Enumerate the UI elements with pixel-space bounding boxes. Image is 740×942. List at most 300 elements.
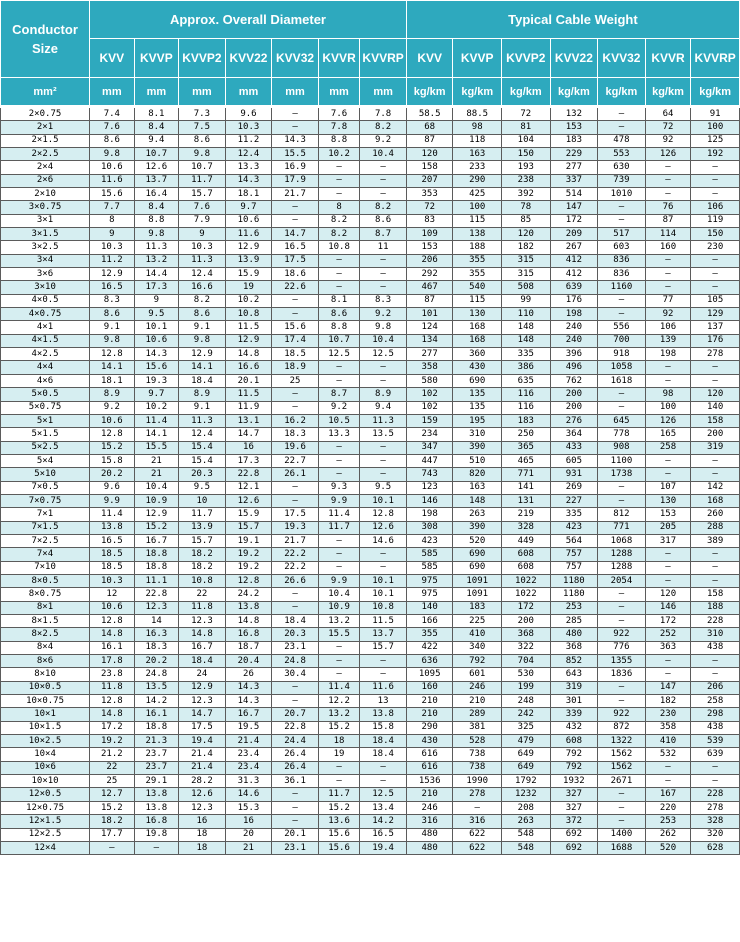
cell-diameter: 10.8 bbox=[179, 574, 226, 587]
cell-diameter: 9 bbox=[179, 228, 226, 241]
cell-diameter: – bbox=[318, 454, 360, 467]
cell-weight: 532 bbox=[645, 748, 691, 761]
table-row bbox=[1, 735, 740, 748]
cell-weight: 363 bbox=[645, 641, 691, 654]
unit-weight: kg/km bbox=[406, 78, 453, 107]
cell-diameter: 8.8 bbox=[134, 214, 179, 227]
cell-weight: – bbox=[645, 161, 691, 174]
cell-weight: 76 bbox=[645, 201, 691, 214]
cell-diameter: 23.1 bbox=[272, 641, 319, 654]
cell-diameter: 18.2 bbox=[179, 548, 226, 561]
cell-diameter: 10.6 bbox=[90, 161, 135, 174]
header-weight-kvv: KVV bbox=[406, 39, 453, 78]
cell-diameter: 30.4 bbox=[272, 668, 319, 681]
cell-weight: 277 bbox=[550, 161, 598, 174]
cell-diameter: – bbox=[272, 388, 319, 401]
cell-diameter: 12.4 bbox=[179, 428, 226, 441]
cell-conductor-size: 4×0.5 bbox=[1, 294, 90, 307]
cell-weight: 1058 bbox=[598, 361, 646, 374]
cell-diameter: 26.1 bbox=[272, 468, 319, 481]
cell-diameter: 16.5 bbox=[90, 534, 135, 547]
unit-weight: kg/km bbox=[598, 78, 646, 107]
cell-diameter: – bbox=[360, 775, 407, 788]
cell-diameter: 22.7 bbox=[272, 454, 319, 467]
cell-weight: 98 bbox=[645, 388, 691, 401]
cell-weight: 176 bbox=[691, 334, 740, 347]
cell-weight: 107 bbox=[645, 481, 691, 494]
cell-diameter: 10.6 bbox=[90, 414, 135, 427]
cell-weight: 465 bbox=[502, 454, 551, 467]
cell-diameter: 19 bbox=[318, 748, 360, 761]
cell-diameter: 18.1 bbox=[90, 374, 135, 387]
cell-weight: 91 bbox=[691, 107, 740, 121]
cell-weight: 605 bbox=[550, 454, 598, 467]
cell-diameter: 21.4 bbox=[179, 748, 226, 761]
cell-diameter: 10.4 bbox=[360, 334, 407, 347]
cell-weight: 316 bbox=[406, 815, 453, 828]
cell-weight: 158 bbox=[406, 161, 453, 174]
cell-weight: – bbox=[645, 174, 691, 187]
cell-weight: 480 bbox=[550, 628, 598, 641]
cell-diameter: – bbox=[272, 481, 319, 494]
cell-diameter: 17.3 bbox=[225, 454, 272, 467]
cell-diameter: – bbox=[360, 374, 407, 387]
cell-weight: 645 bbox=[598, 414, 646, 427]
cell-diameter: 15.8 bbox=[360, 721, 407, 734]
cell-diameter: 12.8 bbox=[90, 695, 135, 708]
header-row-groups bbox=[1, 1, 740, 39]
cell-weight: – bbox=[598, 494, 646, 507]
cell-diameter: 8 bbox=[318, 201, 360, 214]
cell-diameter: 10.2 bbox=[318, 147, 360, 160]
cell-diameter: 14.1 bbox=[90, 361, 135, 374]
cell-diameter: 12.8 bbox=[90, 348, 135, 361]
unit-diameter: mm bbox=[225, 78, 272, 107]
cell-weight: 635 bbox=[502, 374, 551, 387]
cell-diameter: 22.2 bbox=[272, 548, 319, 561]
cell-diameter: 8.2 bbox=[360, 121, 407, 134]
cell-conductor-size: 4×2.5 bbox=[1, 348, 90, 361]
cell-weight: 692 bbox=[550, 828, 598, 841]
cell-weight: 116 bbox=[502, 388, 551, 401]
cell-weight: 430 bbox=[453, 361, 502, 374]
cell-weight: 778 bbox=[598, 428, 646, 441]
cell-diameter: 7.5 bbox=[179, 121, 226, 134]
cell-diameter: 11.4 bbox=[134, 414, 179, 427]
unit-diameter: mm bbox=[179, 78, 226, 107]
header-diameter-kvv32: KVV32 bbox=[272, 39, 319, 78]
cell-conductor-size: 12×0.5 bbox=[1, 788, 90, 801]
cell-weight: – bbox=[598, 681, 646, 694]
cell-diameter: 9.5 bbox=[134, 308, 179, 321]
table-row bbox=[1, 841, 740, 854]
cell-diameter: 9.8 bbox=[90, 334, 135, 347]
cell-weight: – bbox=[691, 668, 740, 681]
cell-weight: 290 bbox=[406, 721, 453, 734]
cell-diameter: 15.2 bbox=[318, 801, 360, 814]
cell-weight: 556 bbox=[598, 321, 646, 334]
cell-weight: 120 bbox=[406, 147, 453, 160]
cell-diameter: 14.3 bbox=[225, 695, 272, 708]
cell-diameter: 7.7 bbox=[90, 201, 135, 214]
cell-weight: 776 bbox=[598, 641, 646, 654]
cell-diameter: 23.4 bbox=[225, 761, 272, 774]
cell-weight: 263 bbox=[502, 815, 551, 828]
cell-diameter: 9.2 bbox=[360, 134, 407, 147]
cell-weight: 449 bbox=[502, 534, 551, 547]
cell-diameter: 16.7 bbox=[225, 708, 272, 721]
cell-weight: 150 bbox=[502, 147, 551, 160]
cell-weight: 68 bbox=[406, 121, 453, 134]
cell-diameter: 22.6 bbox=[272, 281, 319, 294]
cell-weight: 918 bbox=[598, 348, 646, 361]
cell-weight: – bbox=[598, 107, 646, 121]
cell-weight: 310 bbox=[453, 428, 502, 441]
cell-weight: 1618 bbox=[598, 374, 646, 387]
cell-weight: 1091 bbox=[453, 574, 502, 587]
header-weight-group: Typical Cable Weight bbox=[406, 1, 739, 39]
cell-weight: 480 bbox=[406, 841, 453, 854]
cell-conductor-size: 3×1.5 bbox=[1, 228, 90, 241]
cell-weight: 132 bbox=[550, 107, 598, 121]
cell-weight: 922 bbox=[598, 628, 646, 641]
cell-weight: – bbox=[691, 374, 740, 387]
cell-weight: 102 bbox=[406, 401, 453, 414]
cell-diameter: 16.1 bbox=[134, 708, 179, 721]
cell-diameter: 12.6 bbox=[225, 494, 272, 507]
cell-diameter: – bbox=[360, 281, 407, 294]
cell-diameter: 7.3 bbox=[179, 107, 226, 121]
cell-weight: 771 bbox=[502, 468, 551, 481]
table-row bbox=[1, 321, 740, 334]
table-row bbox=[1, 481, 740, 494]
cell-weight: 608 bbox=[502, 548, 551, 561]
cell-diameter: 10.2 bbox=[225, 294, 272, 307]
cell-weight: 762 bbox=[550, 374, 598, 387]
cell-diameter: 11.4 bbox=[318, 508, 360, 521]
cell-conductor-size: 12×4 bbox=[1, 841, 90, 854]
cell-weight: – bbox=[691, 454, 740, 467]
cell-weight: 922 bbox=[598, 708, 646, 721]
cell-diameter: 15.6 bbox=[318, 841, 360, 854]
cell-diameter: 10.8 bbox=[318, 241, 360, 254]
cell-weight: 146 bbox=[645, 601, 691, 614]
cell-diameter: – bbox=[360, 254, 407, 267]
cell-weight: – bbox=[598, 308, 646, 321]
cell-weight: 743 bbox=[406, 468, 453, 481]
cell-diameter: – bbox=[360, 454, 407, 467]
cell-diameter: 7.6 bbox=[179, 201, 226, 214]
cell-weight: 277 bbox=[406, 348, 453, 361]
cell-weight: 836 bbox=[598, 254, 646, 267]
cell-diameter: 12.9 bbox=[225, 334, 272, 347]
cell-weight: 360 bbox=[453, 348, 502, 361]
cell-weight: 176 bbox=[550, 294, 598, 307]
cell-weight: 220 bbox=[645, 801, 691, 814]
cell-weight: 757 bbox=[550, 561, 598, 574]
cell-diameter: 8.8 bbox=[318, 321, 360, 334]
header-diameter-kvvp2: KVVP2 bbox=[179, 39, 226, 78]
table-row bbox=[1, 601, 740, 614]
cell-diameter: 18.9 bbox=[272, 361, 319, 374]
cell-weight: – bbox=[691, 761, 740, 774]
cell-weight: 365 bbox=[502, 441, 551, 454]
cell-weight: 335 bbox=[502, 348, 551, 361]
cell-weight: 396 bbox=[550, 348, 598, 361]
cell-diameter: – bbox=[360, 188, 407, 201]
cell-weight: 430 bbox=[406, 735, 453, 748]
cell-diameter: 10.9 bbox=[134, 494, 179, 507]
cell-diameter: 9.3 bbox=[318, 481, 360, 494]
cell-diameter: – bbox=[318, 174, 360, 187]
cell-diameter: 11.5 bbox=[225, 388, 272, 401]
cell-diameter: – bbox=[272, 788, 319, 801]
cell-diameter: – bbox=[360, 361, 407, 374]
header-weight-kvvp2: KVVP2 bbox=[502, 39, 551, 78]
cell-diameter: 16.5 bbox=[360, 828, 407, 841]
cell-diameter: 14 bbox=[134, 615, 179, 628]
cell-weight: 230 bbox=[645, 708, 691, 721]
cell-weight: 168 bbox=[691, 494, 740, 507]
cell-weight: 328 bbox=[502, 521, 551, 534]
cell-weight: 1288 bbox=[598, 561, 646, 574]
cell-diameter: 19.6 bbox=[272, 441, 319, 454]
cell-diameter: 8.3 bbox=[90, 294, 135, 307]
cell-conductor-size: 2×1.5 bbox=[1, 134, 90, 147]
table-row bbox=[1, 188, 740, 201]
cell-weight: 585 bbox=[406, 548, 453, 561]
cell-diameter: 20.1 bbox=[272, 828, 319, 841]
cell-conductor-size: 5×0.75 bbox=[1, 401, 90, 414]
cell-weight: – bbox=[691, 161, 740, 174]
cell-diameter: 8.9 bbox=[179, 388, 226, 401]
table-row bbox=[1, 748, 740, 761]
cell-conductor-size: 10×1.5 bbox=[1, 721, 90, 734]
cell-diameter: 8.2 bbox=[179, 294, 226, 307]
cell-weight: 479 bbox=[502, 735, 551, 748]
cell-weight: – bbox=[645, 655, 691, 668]
table-row bbox=[1, 441, 740, 454]
cell-conductor-size: 10×0.5 bbox=[1, 681, 90, 694]
cell-diameter: 21 bbox=[225, 841, 272, 854]
cell-diameter: 10.8 bbox=[225, 308, 272, 321]
cell-diameter: 26.4 bbox=[272, 761, 319, 774]
cell-diameter: 12.3 bbox=[179, 801, 226, 814]
cell-diameter: 12.9 bbox=[225, 241, 272, 254]
cell-weight: 692 bbox=[550, 841, 598, 854]
cell-weight: 238 bbox=[502, 174, 551, 187]
cell-diameter: 19.3 bbox=[134, 374, 179, 387]
cell-weight: – bbox=[598, 601, 646, 614]
cell-weight: – bbox=[598, 401, 646, 414]
cell-diameter: 15.7 bbox=[360, 641, 407, 654]
cell-diameter: 14.3 bbox=[225, 174, 272, 187]
table-row bbox=[1, 201, 740, 214]
cell-conductor-size: 7×2.5 bbox=[1, 534, 90, 547]
cell-weight: 206 bbox=[691, 681, 740, 694]
cell-weight: 159 bbox=[406, 414, 453, 427]
cell-diameter: 11.7 bbox=[318, 788, 360, 801]
cell-conductor-size: 2×2.5 bbox=[1, 147, 90, 160]
cell-diameter: – bbox=[318, 761, 360, 774]
cell-weight: 130 bbox=[645, 494, 691, 507]
cell-diameter: 15.4 bbox=[179, 454, 226, 467]
cell-diameter: – bbox=[318, 668, 360, 681]
cell-weight: – bbox=[691, 561, 740, 574]
cell-diameter: 11.6 bbox=[360, 681, 407, 694]
cell-weight: 228 bbox=[691, 788, 740, 801]
cell-diameter: 9.9 bbox=[318, 574, 360, 587]
cell-weight: 390 bbox=[453, 441, 502, 454]
cell-diameter: – bbox=[318, 561, 360, 574]
cell-diameter: 12.7 bbox=[90, 788, 135, 801]
cell-diameter: 9.6 bbox=[90, 481, 135, 494]
table-row bbox=[1, 228, 740, 241]
cell-weight: 126 bbox=[645, 414, 691, 427]
cell-weight: 335 bbox=[550, 508, 598, 521]
cell-diameter: – bbox=[272, 214, 319, 227]
cell-weight: 78 bbox=[502, 201, 551, 214]
cell-diameter: – bbox=[360, 561, 407, 574]
cell-diameter: 19.4 bbox=[179, 735, 226, 748]
cell-diameter: – bbox=[272, 401, 319, 414]
cell-diameter: 8.6 bbox=[179, 308, 226, 321]
cell-weight: 317 bbox=[645, 534, 691, 547]
cell-diameter: 26.4 bbox=[272, 748, 319, 761]
cell-weight: 410 bbox=[453, 628, 502, 641]
cell-conductor-size: 4×4 bbox=[1, 361, 90, 374]
cell-weight: 771 bbox=[598, 521, 646, 534]
cell-diameter: 13.3 bbox=[318, 428, 360, 441]
cell-diameter: 10.7 bbox=[134, 147, 179, 160]
cell-diameter: 17.3 bbox=[134, 281, 179, 294]
cell-weight: 72 bbox=[406, 201, 453, 214]
cell-diameter: 12.2 bbox=[318, 695, 360, 708]
header-weight-kvvr: KVVR bbox=[645, 39, 691, 78]
cell-diameter: 12.8 bbox=[225, 574, 272, 587]
cell-weight: 288 bbox=[691, 521, 740, 534]
cell-weight: 1160 bbox=[598, 281, 646, 294]
cell-diameter: – bbox=[318, 441, 360, 454]
cell-weight: 278 bbox=[691, 801, 740, 814]
cell-weight: 319 bbox=[691, 441, 740, 454]
cell-weight: 142 bbox=[691, 481, 740, 494]
cell-weight: – bbox=[691, 268, 740, 281]
cell-weight: 87 bbox=[406, 134, 453, 147]
cell-diameter: 11.6 bbox=[90, 174, 135, 187]
cell-weight: 198 bbox=[645, 348, 691, 361]
cell-diameter: 15.5 bbox=[134, 441, 179, 454]
cell-weight: 81 bbox=[502, 121, 551, 134]
cell-weight: 412 bbox=[550, 254, 598, 267]
cell-conductor-size: 3×2.5 bbox=[1, 241, 90, 254]
cell-conductor-size: 7×4 bbox=[1, 548, 90, 561]
cell-conductor-size: 10×4 bbox=[1, 748, 90, 761]
cell-weight: – bbox=[691, 574, 740, 587]
cell-weight: 1562 bbox=[598, 748, 646, 761]
cell-diameter: 16 bbox=[225, 815, 272, 828]
cell-weight: 580 bbox=[406, 374, 453, 387]
cell-weight: 199 bbox=[502, 681, 551, 694]
cell-weight: 233 bbox=[453, 161, 502, 174]
cell-diameter: 11.4 bbox=[318, 681, 360, 694]
cell-diameter: – bbox=[272, 815, 319, 828]
cell-weight: 757 bbox=[550, 548, 598, 561]
table-row bbox=[1, 561, 740, 574]
cell-weight: 200 bbox=[550, 401, 598, 414]
table-row bbox=[1, 588, 740, 601]
cell-weight: 508 bbox=[502, 281, 551, 294]
cell-diameter: 8.3 bbox=[360, 294, 407, 307]
cell-diameter: 17.5 bbox=[179, 721, 226, 734]
cell-diameter: 10.5 bbox=[318, 414, 360, 427]
cell-diameter: 8.6 bbox=[318, 308, 360, 321]
cell-weight: – bbox=[598, 121, 646, 134]
table-row bbox=[1, 401, 740, 414]
cell-weight: 58.5 bbox=[406, 107, 453, 121]
unit-diameter: mm bbox=[134, 78, 179, 107]
cell-weight: 368 bbox=[550, 641, 598, 654]
cell-weight: 358 bbox=[645, 721, 691, 734]
cell-weight: 1288 bbox=[598, 548, 646, 561]
cell-weight: 193 bbox=[502, 161, 551, 174]
cell-diameter: 14.8 bbox=[90, 628, 135, 641]
cell-weight: 820 bbox=[453, 468, 502, 481]
cell-diameter: 12.8 bbox=[360, 508, 407, 521]
cell-conductor-size: 3×0.75 bbox=[1, 201, 90, 214]
table-row bbox=[1, 508, 740, 521]
cell-weight: 105 bbox=[691, 294, 740, 307]
cell-conductor-size: 8×2.5 bbox=[1, 628, 90, 641]
cell-diameter: 9.8 bbox=[134, 228, 179, 241]
cell-diameter: 17.5 bbox=[272, 254, 319, 267]
cell-diameter: 16 bbox=[225, 441, 272, 454]
header-diameter-group: Approx. Overall Diameter bbox=[90, 1, 407, 39]
cell-weight: 467 bbox=[406, 281, 453, 294]
cell-diameter: 16.8 bbox=[225, 628, 272, 641]
cell-weight: 183 bbox=[502, 414, 551, 427]
cell-weight: 147 bbox=[550, 201, 598, 214]
cell-diameter: – bbox=[360, 548, 407, 561]
table-row bbox=[1, 574, 740, 587]
cell-diameter: – bbox=[360, 668, 407, 681]
cell-weight: 616 bbox=[406, 748, 453, 761]
cell-weight: 147 bbox=[645, 681, 691, 694]
table-row bbox=[1, 121, 740, 134]
cell-weight: – bbox=[691, 775, 740, 788]
cell-diameter: 21.4 bbox=[179, 761, 226, 774]
cell-weight: 172 bbox=[550, 214, 598, 227]
cell-conductor-size: 7×0.5 bbox=[1, 481, 90, 494]
cell-weight: 138 bbox=[453, 228, 502, 241]
cell-weight: 137 bbox=[691, 321, 740, 334]
cell-diameter: 18.2 bbox=[179, 561, 226, 574]
cell-weight: 114 bbox=[645, 228, 691, 241]
cell-diameter: 23.8 bbox=[90, 668, 135, 681]
cell-weight: 87 bbox=[645, 214, 691, 227]
cell-diameter: 20.1 bbox=[225, 374, 272, 387]
cell-weight: 101 bbox=[406, 308, 453, 321]
cell-diameter: 15.9 bbox=[225, 268, 272, 281]
cell-weight: 183 bbox=[550, 134, 598, 147]
cell-weight: 315 bbox=[502, 268, 551, 281]
cell-diameter: 8.6 bbox=[179, 134, 226, 147]
cell-diameter: 17.2 bbox=[90, 721, 135, 734]
cell-weight: 172 bbox=[645, 615, 691, 628]
cell-weight: 83 bbox=[406, 214, 453, 227]
cell-weight: 438 bbox=[691, 721, 740, 734]
cell-conductor-size: 3×6 bbox=[1, 268, 90, 281]
